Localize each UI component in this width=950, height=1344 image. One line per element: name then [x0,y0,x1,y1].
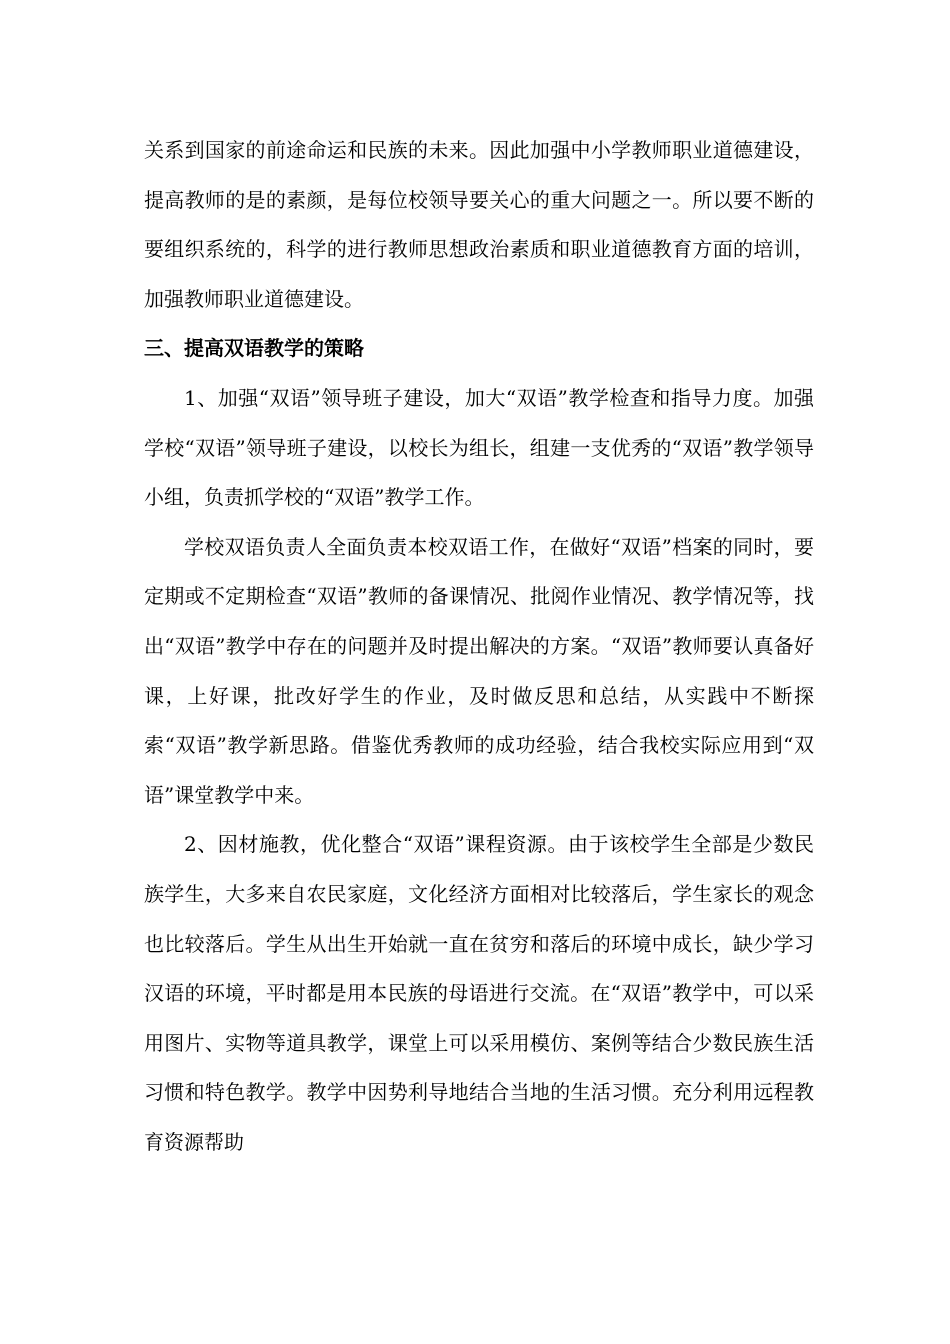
section-heading: 三、提高双语教学的策略 [144,336,364,361]
paragraph-strategy-1-detail: 学校双语负责人全面负责本校双语工作，在做好“双语”档案的同时，要定期或不定期检查“双语”教师的备课情况、批阅作业情况、教学情况等，找出“双语”教学中存在的问题并及时提出解决的方案。“双语”教师要认真备好课，上好课，批改好学生的作业，及时做反思和总结，从实践中不断探索“双语”教学新思路。借鉴优秀教师的成功经验，结合我校实际应用到“双语”课堂教学中来。 [144,534,814,807]
document-page [144,126,814,1167]
paragraph-continuation: 关系到国家的前途命运和民族的未来。因此加强中小学教师职业道德建设，提高教师的是的素颜，是每位校领导要关心的重大问题之一。所以要不断的要组织系统的，科学的进行教师思想政治素质和职业道德教育方面的培训，加强教师职业道德建设。 [144,138,814,311]
paragraph-strategy-2: 2、因材施教，优化整合“双语”课程资源。由于该校学生全部是少数民族学生，大多来自农民家庭，文化经济方面相对比较落后，学生家长的观念也比较落后。学生从出生开始就一直在贫穷和落后的环境中成长，缺少学习汉语的环境，平时都是用本民族的母语进行交流。在“双语”教学中，可以采用图片、实物等道具教学，课堂上可以采用模仿、案例等结合少数民族生活习惯和特色教学。教学中因势利导地结合当地的生活习惯。充分利用远程教育资源帮助 [144,832,814,1154]
paragraph-strategy-1: 1、加强“双语”领导班子建设，加大“双语”教学检查和指导力度。加强学校“双语”领导班子建设，以校长为组长，组建一支优秀的“双语”教学领导小组，负责抓学校的“双语”教学工作。 [144,385,814,510]
